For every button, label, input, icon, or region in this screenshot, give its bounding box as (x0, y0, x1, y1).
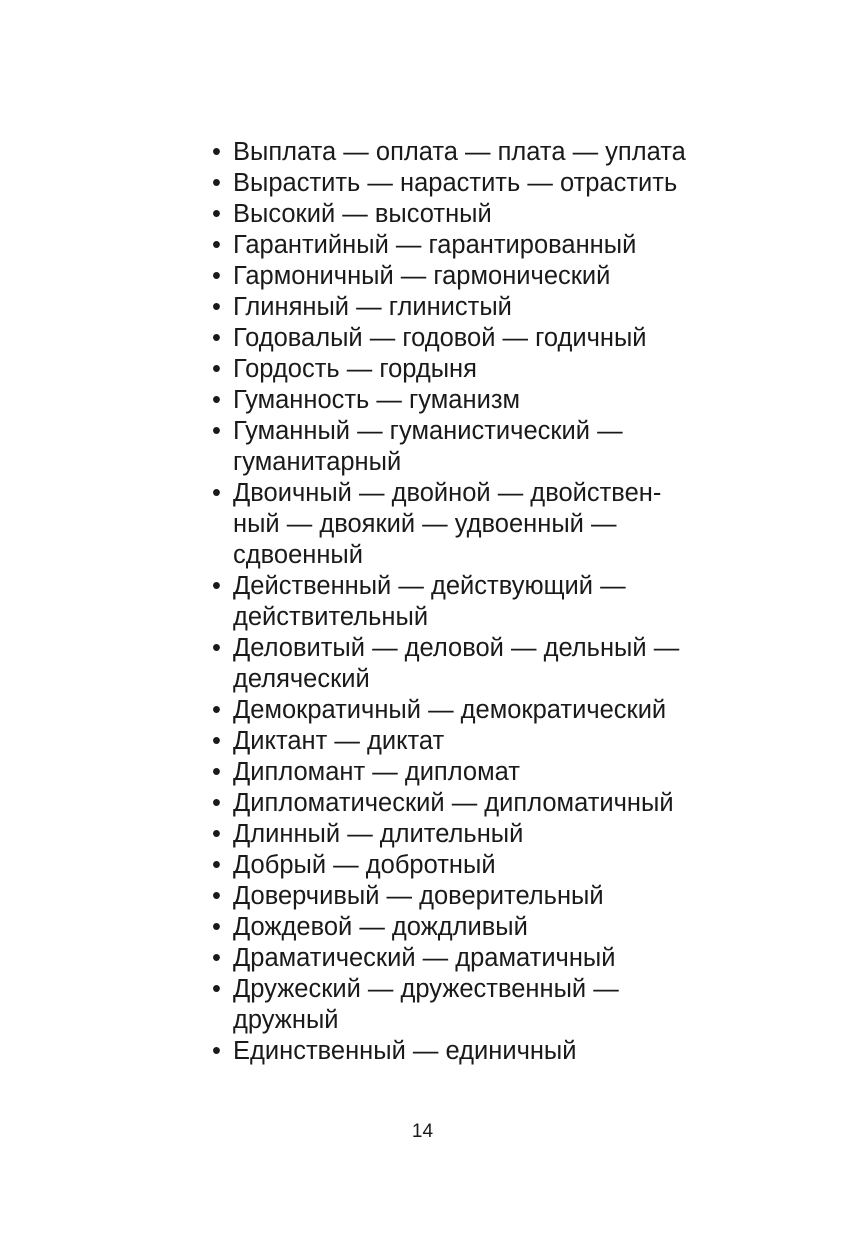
list-item (212, 850, 752, 881)
bullet: • (212, 572, 221, 600)
bullet: • (212, 758, 221, 786)
bullet: • (212, 231, 221, 259)
entry-text: Выплата — оплата — плата — уплата (233, 138, 686, 166)
entry-text: Гуманность — гуманизм (233, 386, 521, 414)
bullet: • (212, 820, 221, 848)
list-item (212, 292, 752, 323)
bullet: • (212, 417, 221, 445)
bullet: • (212, 479, 221, 507)
bullet: • (212, 634, 221, 662)
list-item (212, 354, 752, 385)
bullet: • (212, 169, 221, 197)
bullet: • (212, 696, 221, 724)
list-item (212, 385, 752, 416)
bullet: • (212, 293, 221, 321)
bullet: • (212, 324, 221, 352)
list-item (212, 819, 752, 850)
list-item (212, 199, 752, 230)
entry-text: Гарантийный — гарантированный (233, 231, 637, 259)
entry-text: Диктант — диктат (233, 727, 445, 755)
bullet: • (212, 851, 221, 879)
list-item (212, 974, 752, 1036)
entry-text: Дипломант — дипломат (233, 758, 520, 786)
entry-text: Гордость — гордыня (233, 355, 477, 383)
entry-text: Гармоничный — гармонический (233, 262, 611, 290)
list-item (212, 757, 752, 788)
entry-text: Дождевой — дождливый (233, 913, 528, 941)
list-item (212, 416, 752, 478)
entry-text: Добрый — добротный (233, 851, 496, 879)
bullet: • (212, 262, 221, 290)
entry-text: Драматический — драматичный (233, 944, 616, 972)
bullet: • (212, 138, 221, 166)
entry-text: Действенный — действующий — действительный (233, 572, 626, 631)
entry-text: Годовалый — годовой — годичный (233, 324, 647, 352)
paronym-list (212, 137, 752, 1067)
list-item (212, 230, 752, 261)
entry-text: Деловитый — деловой — дельный — деляческий (233, 634, 680, 693)
list-item (212, 912, 752, 943)
bullet: • (212, 913, 221, 941)
list-item (212, 261, 752, 292)
bullet: • (212, 882, 221, 910)
entry-text: Высокий — высотный (233, 200, 492, 228)
list-item (212, 881, 752, 912)
bullet: • (212, 200, 221, 228)
list-item (212, 478, 752, 571)
bullet: • (212, 1037, 221, 1065)
entry-text: Вырастить — нарастить — отрастить (233, 169, 678, 197)
bullet: • (212, 789, 221, 817)
list-item (212, 168, 752, 199)
list-item (212, 726, 752, 757)
list-item (212, 943, 752, 974)
list-item (212, 695, 752, 726)
list-item (212, 633, 752, 695)
entry-text: Демократичный — демократический (233, 696, 667, 724)
entry-text: Единственный — единичный (233, 1037, 577, 1065)
list-item (212, 137, 752, 168)
list-item (212, 323, 752, 354)
entry-text: Двоичный — двойной — двойствен- ный — двоякий — удвоенный — сдвоенный (233, 479, 662, 569)
page-number: 14 (411, 1121, 434, 1142)
entry-text: Дружеский — дружественный — дружный (233, 975, 619, 1034)
list-item (212, 1036, 752, 1067)
entry-text: Гуманный — гуманистический — гуманитарный (233, 417, 623, 476)
bullet: • (212, 944, 221, 972)
entry-text: Глиняный — глинистый (233, 293, 512, 321)
list-item (212, 788, 752, 819)
bullet: • (212, 355, 221, 383)
bullet: • (212, 386, 221, 414)
entry-text: Длинный — длительный (233, 820, 524, 848)
bullet: • (212, 727, 221, 755)
list-item (212, 571, 752, 633)
bullet: • (212, 975, 221, 1003)
entry-text: Дипломатический — дипломатичный (233, 789, 674, 817)
entry-text: Доверчивый — доверительный (233, 882, 604, 910)
